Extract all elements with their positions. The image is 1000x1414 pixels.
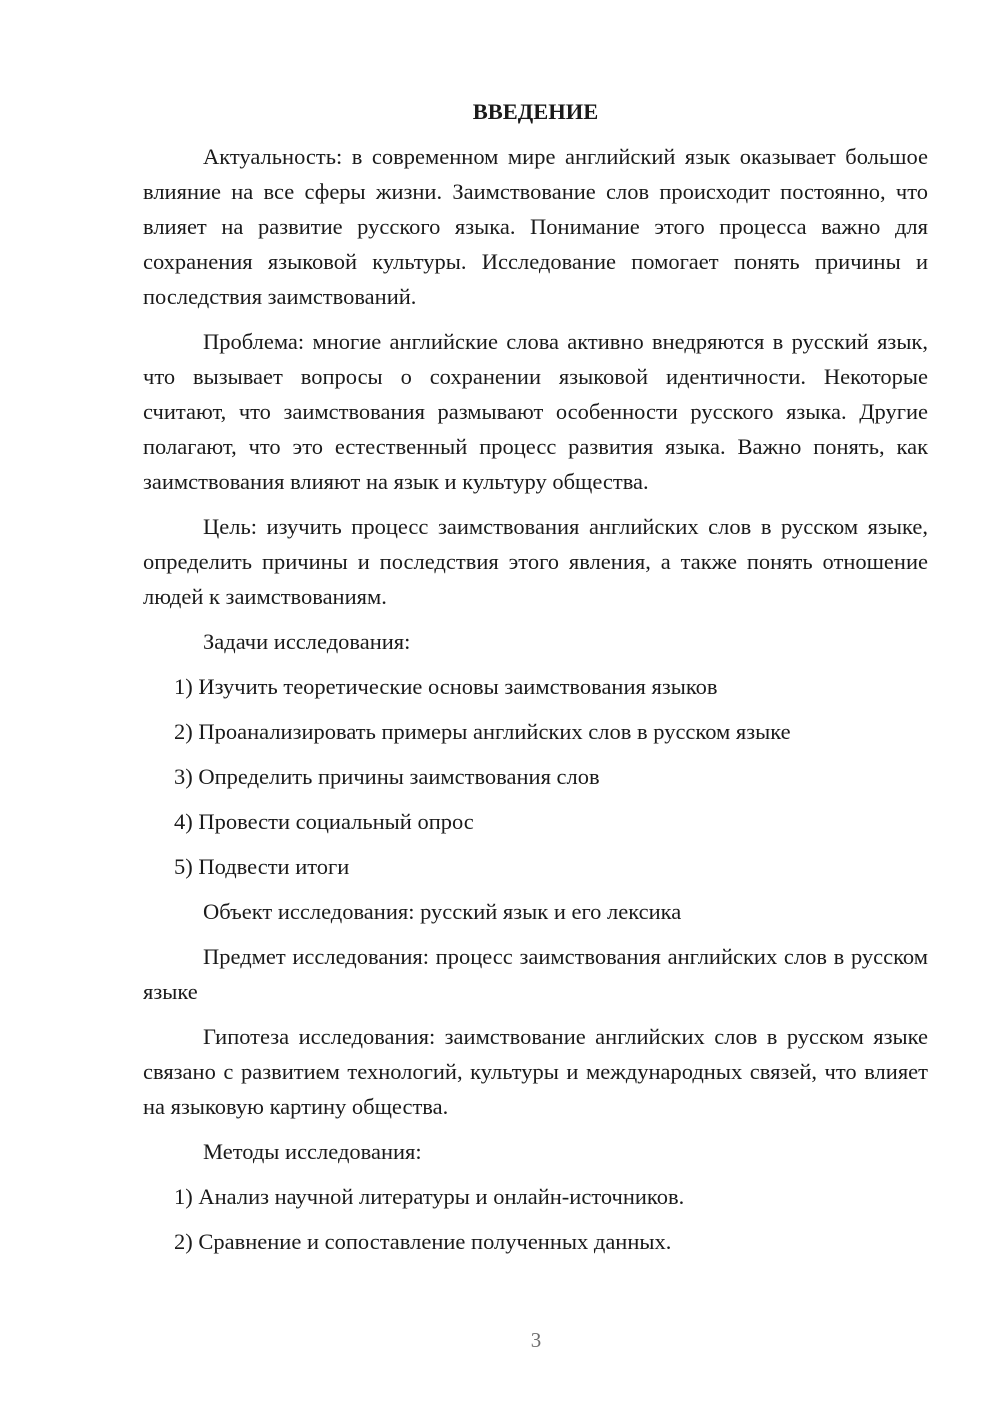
tasks-list — [143, 669, 928, 884]
method-item-2: 2) Сравнение и сопоставление полученных данных. — [174, 1229, 672, 1254]
subject-paragraph: Предмет исследования: процесс заимствования английских слов в русском языке — [143, 944, 928, 1004]
problem-paragraph: Проблема: многие английские слова активно внедряются в русский язык, что вызывает вопросы о сохранении языковой идентичности. Некоторые считают, что заимствования размывают особенности русского языка. Другие полагают, что это естественный процесс развития языка. Важно понять, как заимствования влияют на язык и культуру общества. — [143, 329, 928, 494]
tasks-heading: Задачи исследования: — [203, 629, 411, 654]
task-item-2: 2) Проанализировать примеры английских слов в русском языке — [174, 719, 791, 744]
object-paragraph: Объект исследования: русский язык и его лексика — [203, 899, 682, 924]
method-item-1: 1) Анализ научной литературы и онлайн-источников. — [174, 1184, 685, 1209]
hypothesis-paragraph: Гипотеза исследования: заимствование английских слов в русском языке связано с развитием технологий, культуры и международных связей, что влияет на языковую картину общества. — [143, 1024, 928, 1119]
page-title: ВВЕДЕНИЕ — [472, 99, 599, 124]
task-item-1: 1) Изучить теоретические основы заимствования языков — [174, 674, 718, 699]
task-item-4: 4) Провести социальный опрос — [174, 809, 474, 834]
task-item-5: 5) Подвести итоги — [174, 854, 350, 879]
methods-list — [143, 1179, 928, 1259]
page-number: 3 — [530, 1328, 542, 1352]
task-item-3: 3) Определить причины заимствования слов — [174, 764, 600, 789]
methods-heading: Методы исследования: — [203, 1139, 422, 1164]
relevance-paragraph: Актуальность: в современном мире английский язык оказывает большое влияние на все сферы жизни. Заимствование слов происходит постоянно, что влияет на развитие русского языка. Понимание этого процесса важно для сохранения языковой культуры. Исследование помогает понять причины и последствия заимствований. — [143, 144, 928, 309]
page-content — [143, 94, 928, 1269]
goal-paragraph: Цель: изучить процесс заимствования английских слов в русском языке, определить причины и последствия этого явления, а также понять отношение людей к заимствованиям. — [143, 514, 928, 609]
